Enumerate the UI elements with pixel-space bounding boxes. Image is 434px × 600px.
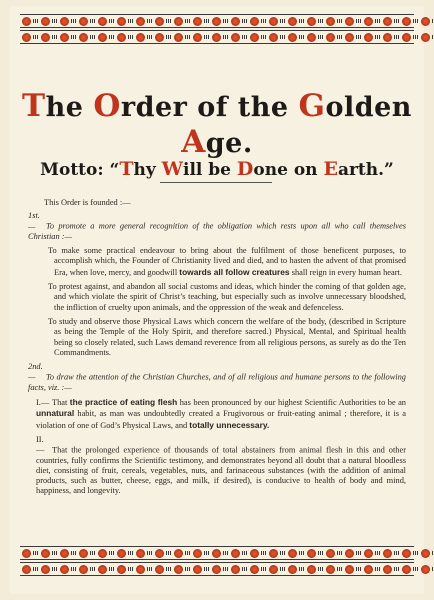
hatch-ornament: [52, 551, 58, 555]
hatch-ornament: [413, 35, 419, 39]
hatch-ornament: [166, 19, 172, 23]
rosette-ornament: [345, 33, 354, 42]
hatch-ornament: [280, 19, 286, 23]
point-text: That: [52, 398, 70, 408]
hatch-ornament: [90, 567, 96, 571]
hatch-ornament: [185, 19, 191, 23]
rosette-ornament: [288, 17, 297, 26]
hatch-ornament: [128, 567, 134, 571]
paragraph: To study and observe those Physical Laws which concern the welfare of the body, (described in Scripture as being the Temple of the Holy Spirit, and therefore sacred.) Physical, Mental, and Spiritual health being so closely related, such Laws demand reverence from all religious persons, as surely as do the Ten Commandments.: [48, 316, 406, 357]
rosette-ornament: [421, 33, 430, 42]
hatch-ornament: [71, 35, 77, 39]
paragraph-text: shall reign in every human heart.: [289, 267, 402, 277]
hatch-ornament: [394, 567, 400, 571]
document-page: [10, 6, 424, 594]
motto-text: arth.”: [337, 160, 394, 180]
ornamental-border-bottom-inner: [20, 546, 414, 560]
hatch-ornament: [147, 567, 153, 571]
hatch-ornament: [299, 35, 305, 39]
hatch-ornament: [242, 567, 248, 571]
paragraph: To protest against, and abandon all social customs and ideas, which hinder the coming of that golden age, and which violate the spirit of Christ’s teaching, but especially such as involve unnecessary bloodshed, the infliction of cruelty upon animals, and the oppression of the weak and defenceless.: [48, 282, 406, 312]
rosette-ornament: [212, 17, 221, 26]
rosette-ornament: [269, 549, 278, 558]
rosette-ornament: [269, 565, 278, 574]
rosette-ornament: [250, 565, 259, 574]
rosette-ornament: [155, 565, 164, 574]
hatch-ornament: [109, 567, 115, 571]
rosette-ornament: [41, 549, 50, 558]
border-line: [20, 546, 414, 547]
hatch-ornament: [356, 551, 362, 555]
emphasis: totally unnecessary.: [189, 419, 270, 430]
rosette-ornament: [136, 565, 145, 574]
hatch-ornament: [242, 19, 248, 23]
rosette-ornament: [250, 33, 259, 42]
rosette-ornament: [345, 549, 354, 558]
rosette-ornament: [117, 17, 126, 26]
rosette-ornament: [117, 565, 126, 574]
section-1-heading: [28, 211, 406, 242]
hatch-ornament: [223, 567, 229, 571]
border-line: [20, 14, 414, 15]
title-initial: T: [22, 88, 46, 124]
rosette-ornament: [364, 33, 373, 42]
hatch-ornament: [166, 35, 172, 39]
intro-line: This Order is founded :—: [44, 198, 131, 207]
paragraph-text: To make some practical endeavour to bring about the fulfilment of those beneficent purposes, to accomplish which, the Founder of Christianity lived and died, and to hasten the advent of that promised Era, when love, mercy, and goodwill: [48, 246, 406, 277]
rosette-ornament: [383, 549, 392, 558]
motto-initial: T: [119, 158, 134, 180]
hatch-ornament: [128, 19, 134, 23]
emphasis: unnatural: [36, 408, 75, 419]
hatch-ornament: [280, 551, 286, 555]
hatch-ornament: [204, 567, 210, 571]
rosette-ornament: [307, 565, 316, 574]
hatch-ornament: [204, 19, 210, 23]
rosette-ornament: [22, 565, 31, 574]
hatch-ornament: [413, 567, 419, 571]
hatch-ornament: [318, 551, 324, 555]
rosette-ornament: [402, 549, 411, 558]
hatch-ornament: [223, 35, 229, 39]
rosette-ornament: [212, 549, 221, 558]
hatch-ornament: [185, 567, 191, 571]
numbered-point: [36, 435, 406, 497]
rosette-ornament: [250, 17, 259, 26]
rosette-ornament: [155, 549, 164, 558]
rosette-ornament: [402, 17, 411, 26]
rosette-ornament: [421, 17, 430, 26]
rosette-ornament: [383, 33, 392, 42]
rosette-ornament: [174, 33, 183, 42]
hatch-ornament: [128, 35, 134, 39]
rosette-ornament: [117, 33, 126, 42]
title-text: olden: [325, 92, 412, 123]
motto-initial: W: [161, 158, 183, 180]
rosette-ornament: [79, 549, 88, 558]
rosette-ornament: [193, 565, 202, 574]
rosette-ornament: [345, 17, 354, 26]
rosette-ornament: [193, 33, 202, 42]
rosette-ornament: [22, 33, 31, 42]
rosette-ornament: [41, 17, 50, 26]
hatch-ornament: [337, 567, 343, 571]
hatch-ornament: [185, 551, 191, 555]
hatch-ornament: [52, 19, 58, 23]
hatch-ornament: [280, 35, 286, 39]
rosette-ornament: [326, 33, 335, 42]
motto-text: one on: [253, 160, 324, 180]
page-title: [10, 88, 424, 160]
motto-initial: E: [323, 158, 338, 180]
rosette-ornament: [60, 17, 69, 26]
point-number: II.—: [36, 434, 45, 455]
rosette-ornament: [231, 17, 240, 26]
hatch-ornament: [33, 35, 39, 39]
hatch-ornament: [204, 35, 210, 39]
hatch-ornament: [242, 551, 248, 555]
rosette-ornament: [231, 565, 240, 574]
border-line: [20, 559, 414, 560]
hatch-ornament: [128, 551, 134, 555]
rosette-ornament: [98, 17, 107, 26]
rosette-ornament: [269, 17, 278, 26]
hatch-ornament: [33, 19, 39, 23]
rosette-ornament: [117, 549, 126, 558]
rosette-ornament: [326, 17, 335, 26]
rosette-ornament: [231, 549, 240, 558]
hatch-ornament: [204, 551, 210, 555]
emphasis: the practice of eating flesh: [69, 397, 178, 408]
hatch-ornament: [261, 35, 267, 39]
section-heading-text: To promote a more general recognition of the obligation which rests upon all who call themselves Christian :—: [28, 221, 406, 241]
border-line: [20, 43, 414, 44]
hatch-ornament: [337, 35, 343, 39]
hatch-ornament: [299, 551, 305, 555]
border-line: [20, 27, 414, 28]
hatch-ornament: [318, 35, 324, 39]
title-text: he: [250, 92, 299, 123]
section-heading-text: To draw the attention of the Christian Churches, and of all religious and humane persons to the following facts, viz. :—: [28, 372, 406, 392]
hatch-ornament: [109, 19, 115, 23]
motto-underline: [160, 182, 272, 183]
rosette-ornament: [98, 33, 107, 42]
border-line: [20, 575, 414, 576]
hatch-ornament: [375, 567, 381, 571]
rosette-ornament: [364, 17, 373, 26]
hatch-ornament: [299, 567, 305, 571]
rosette-ornament: [79, 17, 88, 26]
hatch-ornament: [394, 19, 400, 23]
border-line: [20, 562, 414, 563]
hatch-ornament: [223, 19, 229, 23]
title-initial: O: [93, 88, 121, 124]
rosette-ornament: [193, 549, 202, 558]
hatch-ornament: [280, 567, 286, 571]
rosette-ornament: [98, 549, 107, 558]
rosette-ornament: [345, 565, 354, 574]
rosette-ornament: [364, 549, 373, 558]
rosette-ornament: [383, 565, 392, 574]
section-2-heading: [28, 362, 406, 393]
motto-initial: D: [236, 158, 254, 180]
section-number: 2nd.—: [28, 362, 43, 382]
rosette-ornament: [421, 549, 430, 558]
hatch-ornament: [356, 19, 362, 23]
hatch-ornament: [337, 551, 343, 555]
rosette-ornament: [326, 565, 335, 574]
hatch-ornament: [223, 551, 229, 555]
hatch-ornament: [166, 551, 172, 555]
title-text: he: [45, 92, 94, 123]
hatch-ornament: [185, 35, 191, 39]
rosette-ornament: [269, 33, 278, 42]
ornamental-border-top-inner: [20, 30, 414, 44]
hatch-ornament: [318, 19, 324, 23]
hatch-ornament: [413, 19, 419, 23]
rosette-ornament: [22, 549, 31, 558]
rosette-ornament: [155, 17, 164, 26]
rosette-ornament: [174, 17, 183, 26]
numbered-point: [36, 397, 406, 431]
rosette-ornament: [307, 33, 316, 42]
hatch-ornament: [356, 567, 362, 571]
point-text: habit, as man was undoubtedly created a Frugivorous or fruit-eating animal ; therefore, it is a violation of one of God’s Physical Laws, and: [36, 409, 406, 430]
hatch-ornament: [299, 19, 305, 23]
rosette-ornament: [155, 33, 164, 42]
hatch-ornament: [375, 551, 381, 555]
hatch-ornament: [147, 19, 153, 23]
hatch-ornament: [90, 551, 96, 555]
motto-label: Motto: “: [40, 160, 120, 180]
rosette-ornament: [383, 17, 392, 26]
title-text: ge.: [205, 128, 253, 159]
title-initial: G: [298, 88, 326, 124]
hatch-ornament: [261, 567, 267, 571]
point-number: I.—: [36, 398, 50, 408]
hatch-ornament: [147, 551, 153, 555]
hatch-ornament: [52, 35, 58, 39]
rosette-ornament: [421, 565, 430, 574]
hatch-ornament: [242, 35, 248, 39]
title-text: rder of: [120, 92, 238, 123]
hatch-ornament: [356, 35, 362, 39]
ornamental-border-top-outer: [20, 14, 414, 28]
rosette-ornament: [307, 17, 316, 26]
hatch-ornament: [109, 35, 115, 39]
hatch-ornament: [261, 551, 267, 555]
hatch-ornament: [261, 19, 267, 23]
rosette-ornament: [250, 549, 259, 558]
hatch-ornament: [109, 551, 115, 555]
hatch-ornament: [147, 35, 153, 39]
rosette-ornament: [98, 565, 107, 574]
rosette-ornament: [136, 33, 145, 42]
hatch-ornament: [71, 567, 77, 571]
point-text: That the prolonged experience of thousands of total abstainers from animal flesh in this and other countries, fully confirms the Scientific testimony, and demonstrates beyond all doubt that a natural bloodless diet, consisting of fruit, cereals, vegetables, nuts, and farinaceous substances (with the addition of animal products, such as butter, cheese, eggs, and milk, if desired), is conducive to health of body and mind, happiness, and longevity.: [36, 445, 406, 496]
rosette-ornament: [174, 549, 183, 558]
section-number: 1st.—: [28, 211, 40, 231]
title-initial: t: [237, 92, 251, 123]
motto: [10, 158, 424, 180]
hatch-ornament: [90, 35, 96, 39]
motto-text: hy: [133, 160, 162, 180]
hatch-ornament: [166, 567, 172, 571]
rosette-ornament: [60, 549, 69, 558]
hatch-ornament: [394, 551, 400, 555]
rosette-ornament: [136, 549, 145, 558]
rosette-ornament: [288, 565, 297, 574]
hatch-ornament: [71, 551, 77, 555]
rosette-ornament: [288, 549, 297, 558]
rosette-ornament: [79, 565, 88, 574]
rosette-ornament: [307, 549, 316, 558]
rosette-ornament: [212, 565, 221, 574]
paragraph: [48, 246, 406, 278]
rosette-ornament: [174, 565, 183, 574]
rosette-ornament: [364, 565, 373, 574]
rosette-ornament: [60, 33, 69, 42]
rosette-ornament: [41, 565, 50, 574]
ornamental-border-bottom-outer: [20, 562, 414, 576]
rosette-ornament: [60, 565, 69, 574]
hatch-ornament: [33, 567, 39, 571]
emphasis: towards all follow creatures: [179, 266, 290, 277]
rosette-ornament: [212, 33, 221, 42]
rosette-ornament: [22, 17, 31, 26]
rosette-ornament: [41, 33, 50, 42]
hatch-ornament: [318, 567, 324, 571]
body-text: [28, 198, 406, 501]
hatch-ornament: [394, 35, 400, 39]
rosette-ornament: [326, 549, 335, 558]
point-text: has been pronounced by our highest Scientific Authorities to be an: [177, 398, 406, 408]
title-initial: A: [181, 124, 206, 160]
rosette-ornament: [136, 17, 145, 26]
rosette-ornament: [193, 17, 202, 26]
border-line: [20, 30, 414, 31]
rosette-ornament: [402, 565, 411, 574]
hatch-ornament: [375, 19, 381, 23]
rosette-ornament: [402, 33, 411, 42]
hatch-ornament: [71, 19, 77, 23]
hatch-ornament: [33, 551, 39, 555]
motto-text: ill be: [182, 160, 237, 180]
hatch-ornament: [337, 19, 343, 23]
hatch-ornament: [413, 551, 419, 555]
hatch-ornament: [52, 567, 58, 571]
rosette-ornament: [231, 33, 240, 42]
hatch-ornament: [90, 19, 96, 23]
hatch-ornament: [375, 35, 381, 39]
rosette-ornament: [79, 33, 88, 42]
rosette-ornament: [288, 33, 297, 42]
